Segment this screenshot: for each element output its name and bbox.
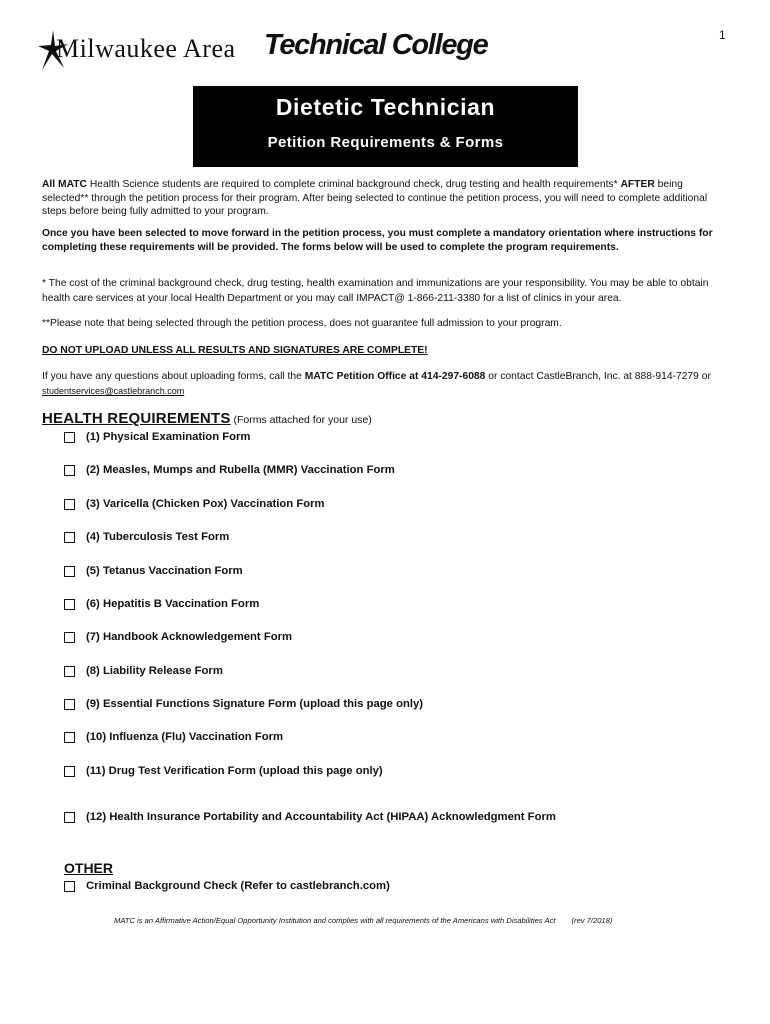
checkbox[interactable] bbox=[64, 812, 75, 823]
health-heading-title: HEALTH REQUIREMENTS bbox=[42, 410, 231, 427]
intro-after: AFTER bbox=[620, 179, 655, 190]
health-item[interactable] bbox=[64, 565, 243, 577]
health-item-label: (3) Varicella (Chicken Pox) Vaccination Form bbox=[86, 498, 325, 510]
health-item-label: (11) Drug Test Verification Form (upload this page only) bbox=[86, 765, 383, 777]
petition-office: MATC Petition Office at 414-297-6088 bbox=[304, 371, 486, 382]
checkbox[interactable] bbox=[64, 432, 75, 443]
health-item[interactable] bbox=[64, 698, 423, 710]
health-item[interactable] bbox=[64, 498, 325, 510]
checkbox[interactable] bbox=[64, 699, 75, 710]
health-item-label: (10) Influenza (Flu) Vaccination Form bbox=[86, 731, 284, 743]
health-item[interactable] bbox=[64, 731, 283, 743]
health-item-label: (9) Essential Functions Signature Form (upload this page only) bbox=[86, 698, 424, 710]
health-item[interactable] bbox=[64, 811, 556, 823]
orientation-paragraph: Once you have been selected to move forward in the petition process, you must complete a mandatory orientation where instructions for completing these requirements will be provided. The forms below will be used to complete the program requirements. bbox=[42, 228, 713, 253]
health-item-label: (4) Tuberculosis Test Form bbox=[86, 531, 230, 543]
footer bbox=[114, 916, 612, 925]
health-item[interactable] bbox=[64, 464, 395, 476]
footer-statement: MATC is an Affirmative Action/Equal Opportunity Institution and complies with all requirements of the Americans with Disabilities Act bbox=[114, 916, 556, 925]
health-item[interactable] bbox=[64, 431, 250, 443]
checkbox[interactable] bbox=[64, 881, 75, 892]
checkbox[interactable] bbox=[64, 532, 75, 543]
contact-text-b: or contact CastleBranch, Inc. at 888-914-7279 or bbox=[485, 371, 711, 382]
health-item-label: (2) Measles, Mumps and Rubella (MMR) Vaccination Form bbox=[86, 464, 395, 476]
checkbox[interactable] bbox=[64, 499, 75, 510]
health-item[interactable] bbox=[64, 531, 229, 543]
intro-text-a: Health Science students are required to complete criminal background check, drug testing and health requirements* bbox=[87, 179, 621, 190]
logo-text-technical-college: Technical College bbox=[264, 29, 488, 61]
logo-text-milwaukee-area: Milwaukee Area bbox=[56, 34, 236, 63]
checkbox[interactable] bbox=[64, 666, 75, 677]
selection-note: **Please note that being selected through the petition process, does not guarantee full admission to your program. bbox=[42, 318, 562, 329]
health-item-label: (1) Physical Examination Form bbox=[86, 431, 251, 443]
checkbox[interactable] bbox=[64, 732, 75, 743]
other-item-label: Criminal Background Check (Refer to castlebranch.com) bbox=[86, 880, 390, 892]
page-title: Dietetic Technician bbox=[275, 94, 496, 120]
intro-lead: All MATC bbox=[42, 179, 87, 190]
other-heading: OTHER bbox=[64, 860, 113, 876]
title-banner bbox=[193, 86, 578, 167]
health-item-label: (8) Liability Release Form bbox=[86, 665, 223, 677]
other-item[interactable] bbox=[64, 880, 390, 892]
health-requirements-heading bbox=[42, 410, 372, 427]
health-item-label: (12) Health Insurance Portability and Accountability Act (HIPAA) Acknowledgment Form bbox=[86, 811, 556, 823]
health-item[interactable] bbox=[64, 665, 223, 677]
checkbox[interactable] bbox=[64, 566, 75, 577]
health-item[interactable] bbox=[64, 765, 383, 777]
health-item[interactable] bbox=[64, 631, 292, 643]
health-item-label: (7) Handbook Acknowledgement Form bbox=[86, 631, 293, 643]
health-item-label: (5) Tetanus Vaccination Form bbox=[86, 565, 243, 577]
page-number: 1 bbox=[719, 28, 726, 42]
page-subtitle: Petition Requirements & Forms bbox=[267, 134, 504, 151]
upload-warning: DO NOT UPLOAD UNLESS ALL RESULTS AND SIGNATURES ARE COMPLETE! bbox=[42, 345, 428, 356]
intro-paragraph bbox=[42, 178, 727, 219]
health-item[interactable] bbox=[64, 598, 259, 610]
college-logo bbox=[38, 26, 488, 74]
intro-text-b: being selected** through the petition process for their program. After being selected to continue the petition process, you will need to complete additional steps before being fully admitted to your program. bbox=[42, 179, 708, 217]
revision-date: (rev 7/2018) bbox=[571, 916, 613, 925]
email-link[interactable]: studentservices@castlebranch.com bbox=[42, 386, 185, 396]
checkbox[interactable] bbox=[64, 599, 75, 610]
checkbox[interactable] bbox=[64, 766, 75, 777]
checkbox[interactable] bbox=[64, 465, 75, 476]
contact-paragraph bbox=[42, 369, 727, 399]
health-heading-note: (Forms attached for your use) bbox=[230, 414, 372, 426]
cost-paragraph: * The cost of the criminal background check, drug testing, health examination and immunizations are your responsibility. You may be able to obtain health care services at your local Health Department or you may call IMPACT@ 1-866-211-3380 for a list of clinics in your area. bbox=[42, 278, 709, 304]
checkbox[interactable] bbox=[64, 632, 75, 643]
health-item-label: (6) Hepatitis B Vaccination Form bbox=[86, 598, 260, 610]
contact-text-a: If you have any questions about uploading forms, call the bbox=[42, 371, 305, 382]
